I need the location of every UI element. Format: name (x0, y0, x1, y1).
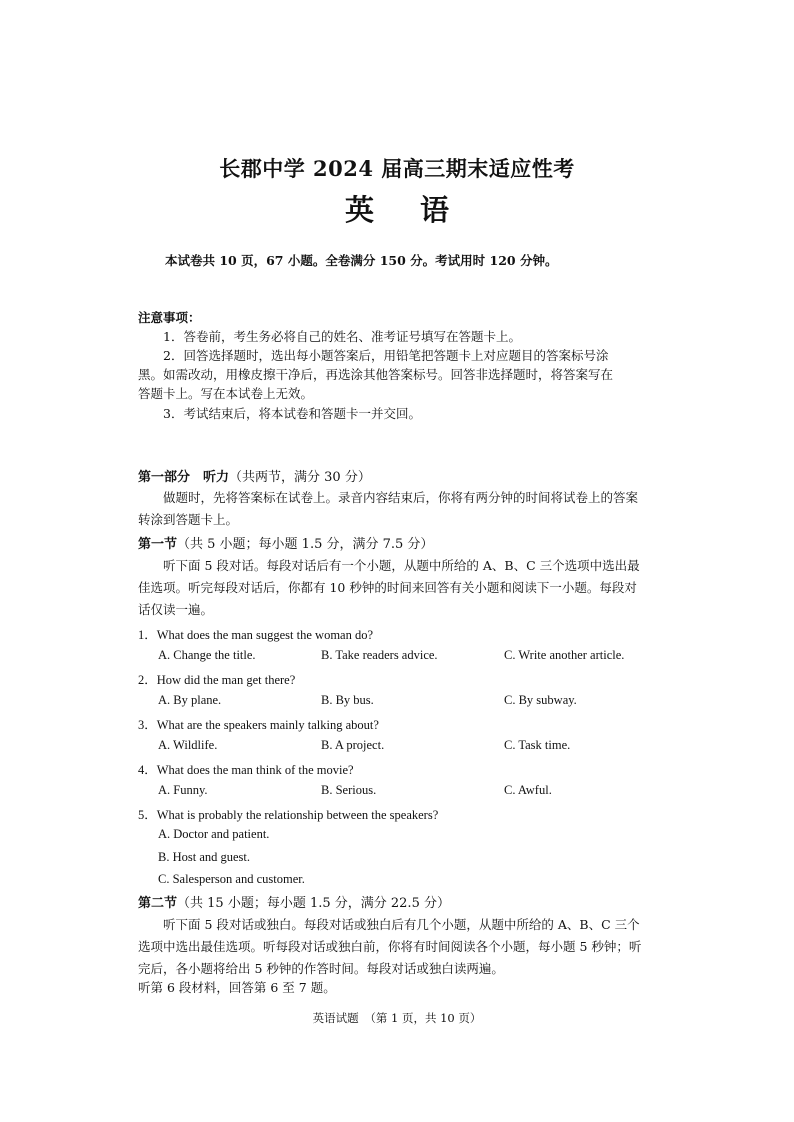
notice-item: 3．考试结束后，将本试卷和答题卡一并交回。 (163, 406, 421, 421)
section1-intro: 听下面 5 段对话。每段对话后有一个小题，从题中所给的 A、B、C 三个选项中选出最 (163, 558, 640, 573)
option-b: B. A project. (321, 738, 385, 752)
option-b: B. Host and guest. (158, 850, 251, 864)
section2-heading (138, 892, 450, 911)
option-c: C. By subway. (504, 693, 577, 707)
option-a: A. Doctor and patient. (158, 827, 270, 841)
notice-heading: 注意事项： (138, 310, 201, 325)
question-stem: 2．How did the man get there? (138, 673, 296, 687)
option-c: C. Awful. (504, 783, 552, 797)
section2-intro: 选项中选出最佳选项。听每段对话或独白前，你将有时间阅读各个小题，每小题 5 秒钟；听 (138, 939, 642, 954)
question-stem: 3．What are the speakers mainly talking about? (138, 718, 379, 732)
section1-heading-rest: （共 5 小题；每小题 1.5 分，满分 7.5 分） (177, 537, 434, 552)
exam-title: 长郡中学 2024 届高三期末适应性考 (219, 156, 575, 181)
section1-intro: 话仅读一遍。 (138, 602, 214, 617)
option-a: A. Change the title. (158, 648, 256, 662)
page-footer: 英语试题 （第 1 页，共 10 页） (312, 1011, 482, 1025)
option-b: B. Take readers advice. (321, 648, 438, 662)
part1-heading-bold: 第一部分 听力 (138, 470, 230, 485)
part1-intro: 做题时，先将答案标在试卷上。录音内容结束后，你将有两分钟的时间将试卷上的答案 (163, 490, 639, 505)
option-a: A. Wildlife. (158, 738, 218, 752)
section2-intro: 完后，各小题将给出 5 秒钟的作答时间。每段对话或独白读两遍。 (138, 961, 504, 976)
section2-heading-rest: （共 15 小题；每小题 1.5 分，满分 22.5 分） (177, 896, 450, 911)
option-c: C. Task time. (504, 738, 571, 752)
part1-heading (138, 466, 371, 485)
option-a: A. Funny. (158, 783, 208, 797)
subject-title: 英 语 (344, 193, 468, 227)
notice-item: 黑。如需改动，用橡皮擦干净后，再选涂其他答案标号。回答非选择题时，将答案写在 (138, 367, 614, 382)
section1-heading (138, 533, 433, 552)
option-b: B. Serious. (321, 783, 377, 797)
section2-heading-bold: 第二节 (138, 896, 178, 911)
notice-item: 答题卡上。写在本试卷上无效。 (138, 386, 314, 401)
part1-heading-rest: （共两节，满分 30 分） (229, 470, 371, 485)
section2-intro: 听第 6 段材料，回答第 6 至 7 题。 (138, 980, 336, 995)
question-stem: 4．What does the man think of the movie? (138, 763, 354, 777)
notice-item: 1．答卷前，考生务必将自己的姓名、准考证号填写在答题卡上。 (163, 329, 521, 344)
part1-intro: 转涂到答题卡上。 (138, 512, 239, 527)
question-stem: 5．What is probably the relationship between the speakers? (138, 808, 439, 822)
section1-heading-bold: 第一节 (138, 537, 178, 552)
option-a: A. By plane. (158, 693, 222, 707)
option-c: C. Salesperson and customer. (158, 872, 305, 886)
section2-intro: 听下面 5 段对话或独白。每段对话或独白后有几个小题，从题中所给的 A、B、C 三个 (163, 917, 640, 932)
option-c: C. Write another article. (504, 648, 625, 662)
option-b: B. By bus. (321, 693, 374, 707)
notice-item: 2．回答选择题时，选出每小题答案后，用铅笔把答题卡上对应题目的答案标号涂 (163, 348, 609, 363)
question-stem: 1．What does the man suggest the woman do? (138, 628, 374, 642)
section1-intro: 佳选项。听完每段对话后，你都有 10 秒钟的时间来回答有关小题和阅读下一小题。每段对 (138, 580, 637, 595)
exam-info: 本试卷共 10 页，67 小题。全卷满分 150 分。考试用时 120 分钟。 (165, 253, 558, 268)
